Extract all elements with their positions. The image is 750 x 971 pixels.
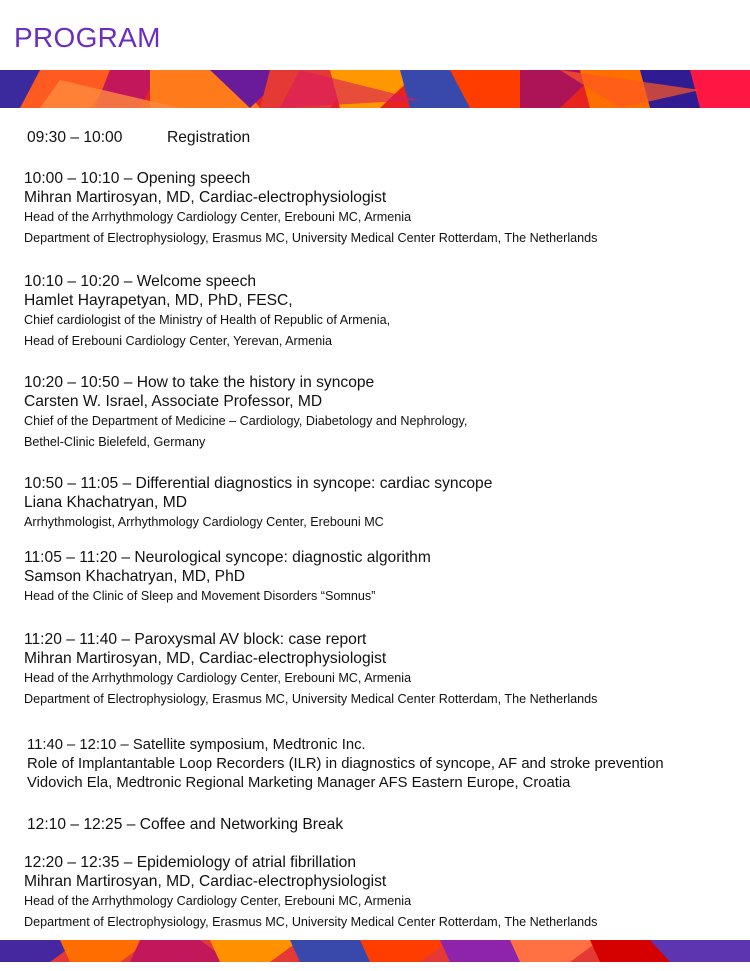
session-history-syncope (24, 373, 739, 453)
session-detail: Chief of the Department of Medicine – Cardiology, Diabetology and Nephrology, (24, 414, 468, 428)
session-detail: Head of the Arrhythmology Cardiology Center, Erebouni MC, Armenia (24, 894, 412, 908)
session-heading: 10:20 – 10:50 – How to take the history in syncope (24, 374, 375, 391)
session-detail: Head of the Arrhythmology Cardiology Center, Erebouni MC, Armenia (24, 671, 412, 685)
session-detail: Bethel-Clinic Bielefeld, Germany (24, 435, 206, 449)
session-detail: Head of Erebouni Cardiology Center, Yerevan, Armenia (24, 334, 333, 348)
session-detail: Chief cardiologist of the Ministry of Health of Republic of Armenia, (24, 313, 391, 327)
registration-label: Registration (167, 129, 251, 146)
session-heading: 10:00 – 10:10 – Opening speech (24, 170, 251, 187)
session-line: Role of Implantantable Loop Recorders (ILR) in diagnostics of syncope, AF and stroke prevention (27, 756, 664, 772)
session-opening-speech (24, 169, 739, 249)
decorative-banner-top (0, 70, 750, 108)
session-speaker: Mihran Martirosyan, MD, Cardiac-electrophysiologist (24, 650, 387, 667)
session-heading: 11:40 – 12:10 – Satellite symposium, Medtronic Inc. (27, 737, 366, 753)
session-satellite-symposium (27, 736, 742, 793)
session-detail: Department of Electrophysiology, Erasmus MC, University Medical Center Rotterdam, The Netherlands (24, 692, 598, 706)
session-detail: Department of Electrophysiology, Erasmus MC, University Medical Center Rotterdam, The Netherlands (24, 915, 598, 929)
session-speaker: Liana Khachatryan, MD (24, 494, 187, 511)
session-detail: Head of the Arrhythmology Cardiology Center, Erebouni MC, Armenia (24, 210, 412, 224)
session-neurological-syncope (24, 548, 739, 607)
session-detail: Head of the Clinic of Sleep and Movement Disorders “Somnus” (24, 589, 376, 603)
session-heading: 12:10 – 12:25 – Coffee and Networking Break (27, 816, 344, 833)
session-speaker: Hamlet Hayrapetyan, MD, PhD, FESC, (24, 292, 293, 309)
session-heading: 10:10 – 10:20 – Welcome speech (24, 273, 257, 290)
registration-row (27, 128, 742, 147)
session-speaker: Mihran Martirosyan, MD, Cardiac-electrophysiologist (24, 189, 387, 206)
session-atrial-fibrillation (24, 853, 739, 933)
session-coffee-break (27, 815, 742, 834)
registration-time: 09:30 – 10:00 (27, 129, 123, 146)
session-heading: 10:50 – 11:05 – Differential diagnostics in syncope: cardiac syncope (24, 475, 493, 492)
session-line: Vidovich Ela, Medtronic Regional Marketing Manager AFS Eastern Europe, Croatia (27, 775, 571, 791)
session-detail: Arrhythmologist, Arrhythmology Cardiology Center, Erebouni MC (24, 515, 384, 529)
session-heading: 11:05 – 11:20 – Neurological syncope: diagnostic algorithm (24, 549, 431, 566)
session-speaker: Mihran Martirosyan, MD, Cardiac-electrophysiologist (24, 873, 387, 890)
session-welcome-speech (24, 272, 739, 352)
session-heading: 11:20 – 11:40 – Paroxysmal AV block: case report (24, 631, 367, 648)
session-speaker: Samson Khachatryan, MD, PhD (24, 568, 246, 585)
session-speaker: Carsten W. Israel, Associate Professor, MD (24, 393, 323, 410)
session-cardiac-syncope (24, 474, 739, 533)
decorative-banner-bottom (0, 940, 750, 962)
page-title: PROGRAM (14, 22, 161, 53)
session-heading: 12:20 – 12:35 – Epidemiology of atrial fibrillation (24, 854, 357, 871)
session-av-block (24, 630, 739, 710)
session-detail: Department of Electrophysiology, Erasmus MC, University Medical Center Rotterdam, The Netherlands (24, 231, 598, 245)
